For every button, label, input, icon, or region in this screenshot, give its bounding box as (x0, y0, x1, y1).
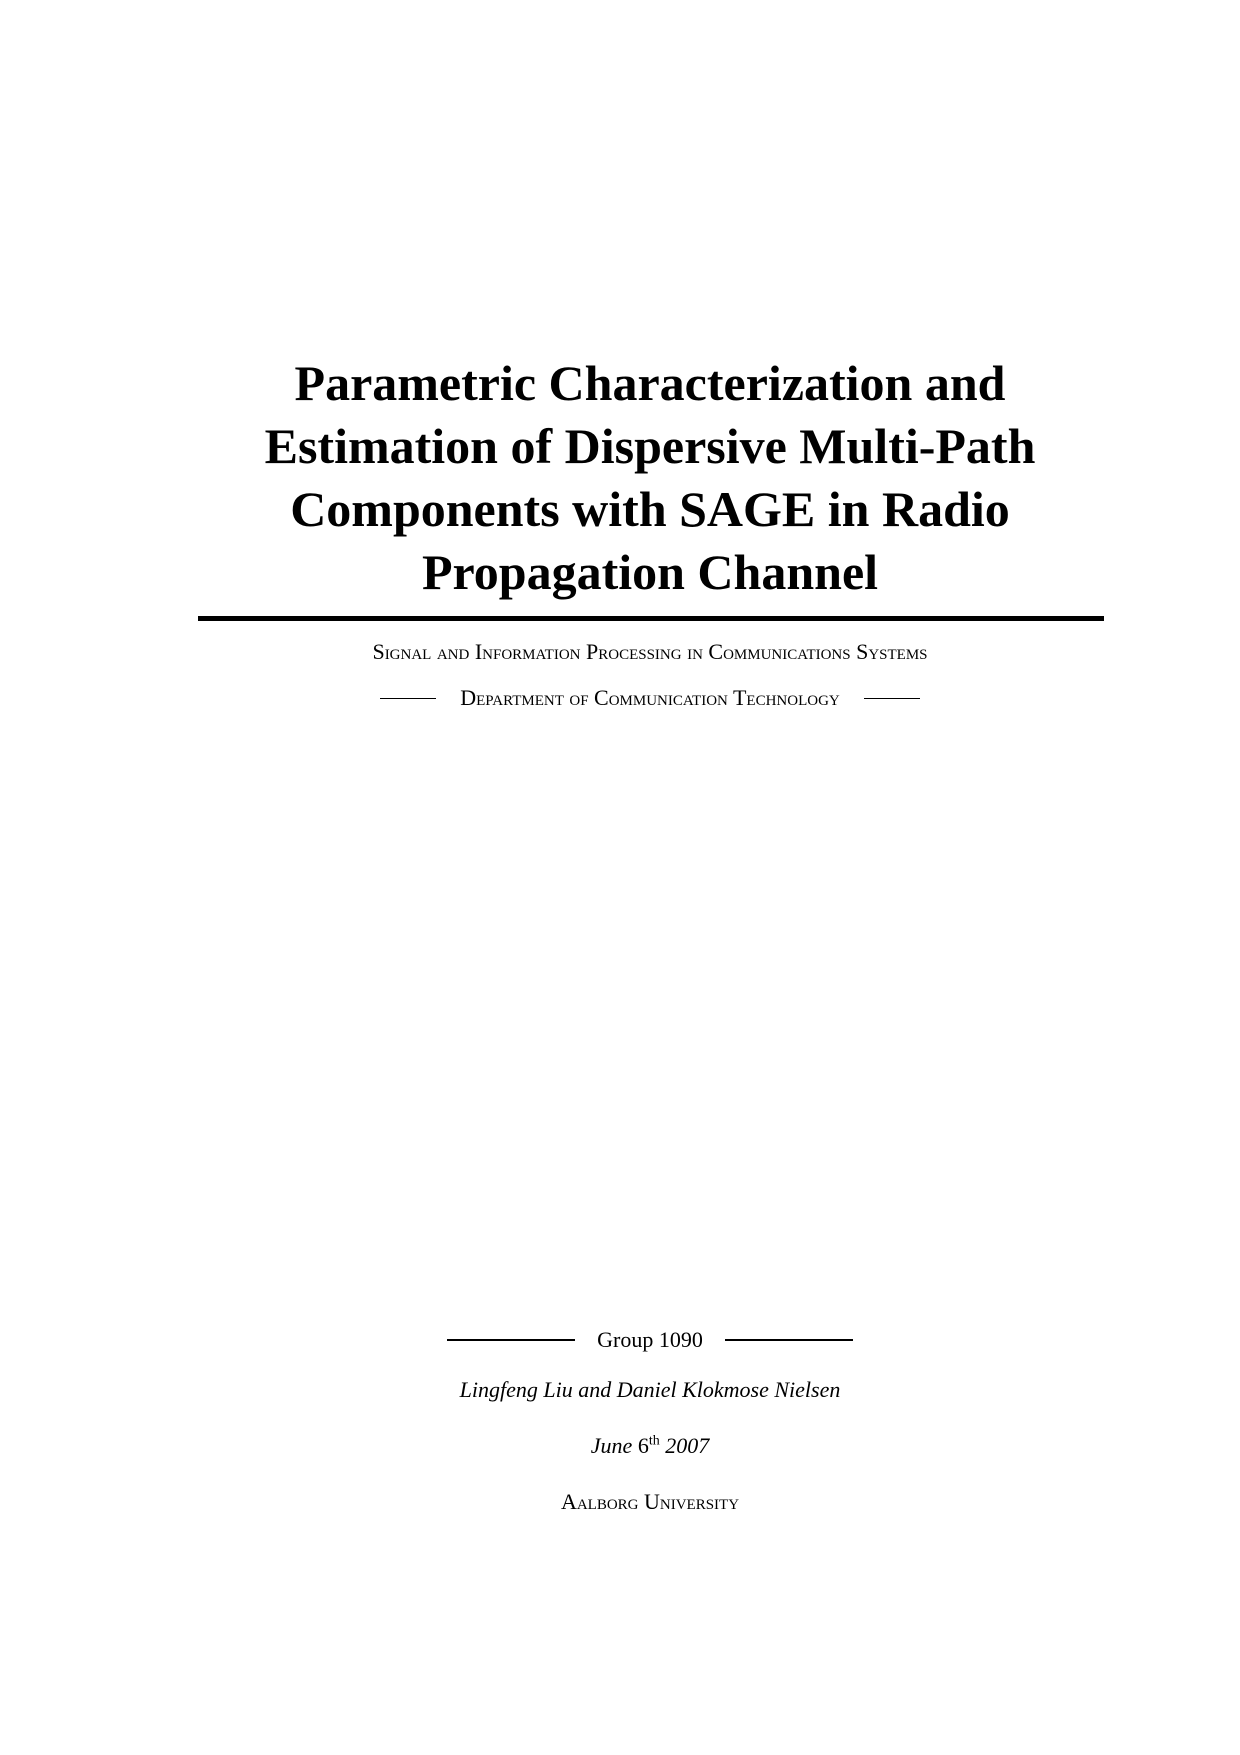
date-day (638, 1433, 660, 1458)
title-rule (198, 616, 1104, 621)
left-dash-divider (380, 698, 436, 699)
title-line: Propagation Channel (421, 544, 879, 600)
group-row (150, 1326, 1150, 1354)
title-line: Estimation of Dispersive Multi-Path (264, 418, 1036, 474)
document-title (190, 352, 1110, 604)
left-dash-divider (447, 1339, 575, 1341)
date (150, 1432, 1150, 1460)
authors: Lingfeng Liu and Daniel Klokmose Nielsen (459, 1377, 841, 1402)
date-day-ordinal: th (648, 1433, 660, 1449)
right-dash-divider (725, 1339, 853, 1341)
department-name: Department of Communication Technology (460, 685, 840, 710)
date-year: 2007 (665, 1433, 710, 1458)
group-number: Group 1090 (597, 1327, 703, 1352)
title-line: Parametric Characterization and (294, 355, 1006, 411)
university-name: Aalborg University (560, 1489, 740, 1514)
title-line: Components with SAGE in Radio (290, 481, 1010, 537)
date-day-number: 6 (637, 1433, 649, 1458)
right-dash-divider (864, 698, 920, 699)
programme-name: Signal and Information Processing in Communications Systems (372, 639, 928, 664)
department-row (150, 684, 1150, 712)
date-month: June (590, 1433, 633, 1458)
